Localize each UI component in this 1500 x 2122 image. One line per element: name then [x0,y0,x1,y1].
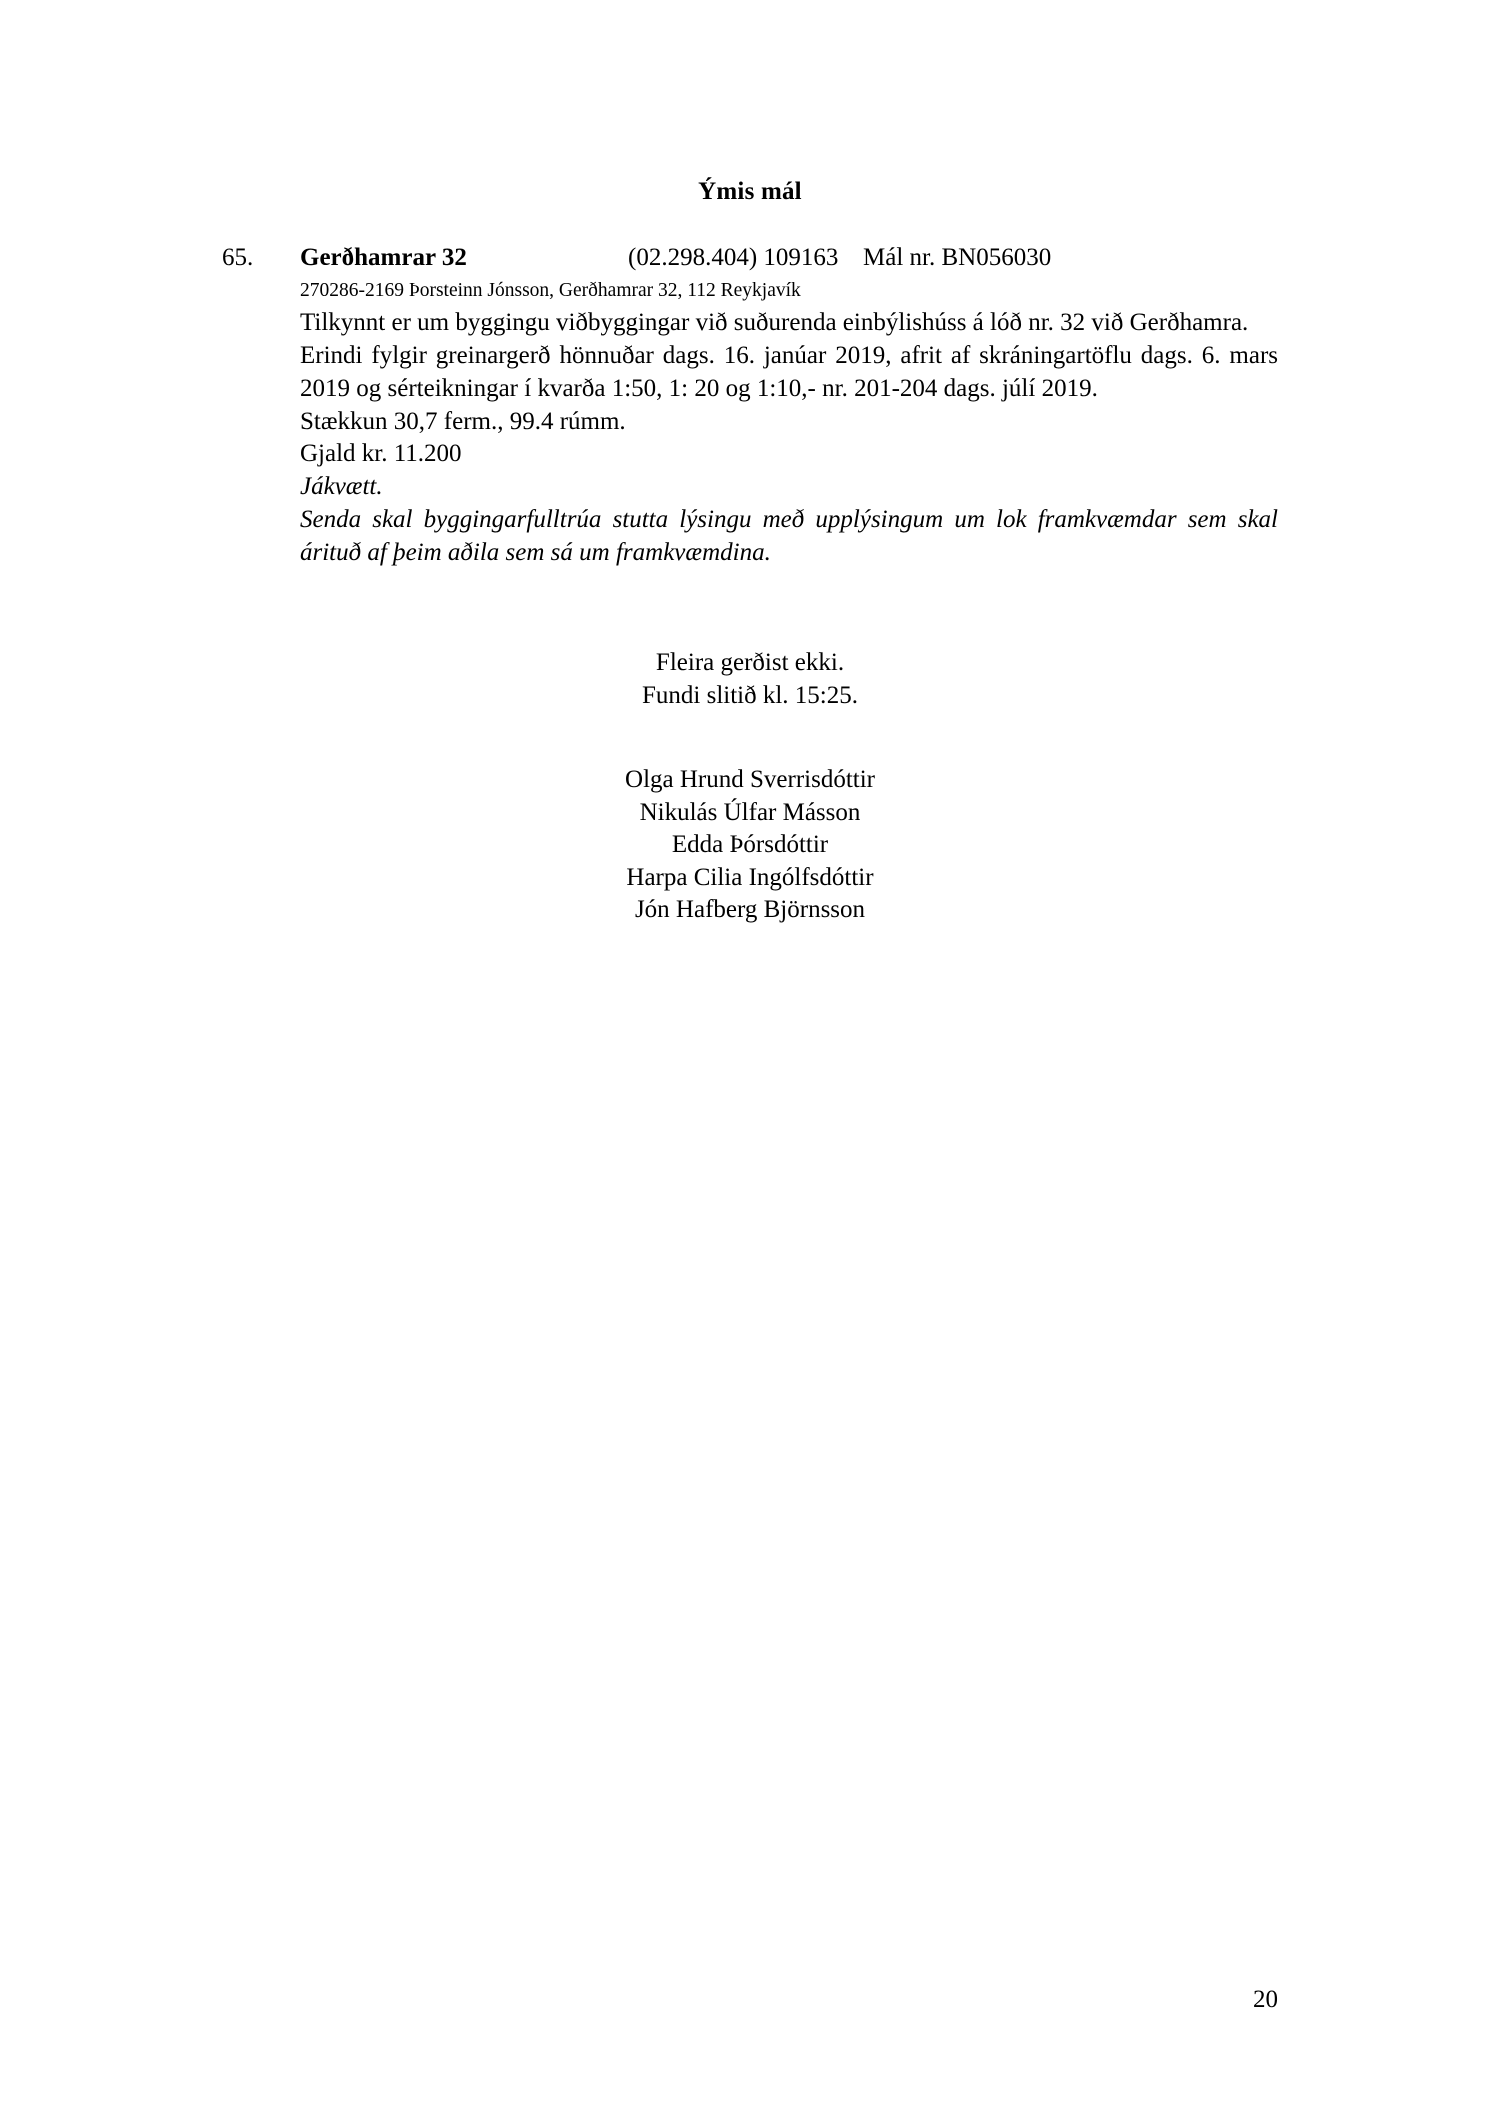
page-number: 20 [1253,1986,1278,2013]
signature-name: Harpa Cilia Ingólfsdóttir [626,863,874,891]
signature-name: Edda Þórsdóttir [671,831,829,859]
entry-decision: Jákvætt. [300,473,383,501]
signature-name: Nikulás Úlfar Másson [639,798,861,826]
signature-name: Jón Hafberg Björnsson [634,896,866,924]
closing-line-2: Fundi slitið kl. 15:25. [641,681,858,709]
closing-line-1: Fleira gerðist ekki. [655,649,845,677]
entry-number: 65. [222,244,254,271]
entry-header-row [228,244,1278,274]
signature-name: Olga Hrund Sverrisdóttir [625,766,875,794]
entry-paragraph-2: Erindi fylgir greinargerð hönnuðar dags. 16. janúar 2019, afrit af skráningartöflu dags. 6. mars 2019 og sérteikningar í kvarða 1:50, 1: 20 og 1:10,- nr. 201-204 dags. júlí 2019. [300,342,1278,402]
signature-block [0,764,1500,927]
agenda-entry [0,244,1500,569]
entry-body [228,307,1278,569]
entry-note: Senda skal byggingarfulltrúa stutta lýsingu með upplýsingum um lok framkvæmdar sem skal árituð af þeim aðila sem sá um framkvæmdina. [300,505,1278,566]
entry-owner-line: 270286-2169 Þorsteinn Jónsson, Gerðhamrar 32, 112 Reykjavík [300,280,801,301]
entry-title: Gerðhamrar 32 [300,244,467,271]
section-heading: Ýmis mál [698,178,802,205]
entry-paragraph-3: Stækkun 30,7 ferm., 99.4 rúmm. [300,407,626,435]
entry-case-number: Mál nr. BN056030 [863,244,1052,271]
entry-paragraph-1: Tilkynnt er um byggingu viðbyggingar við suðurenda einbýlishúss á lóð nr. 32 við Gerðhamra. [300,309,1249,337]
closing-block [0,647,1500,712]
entry-paragraph-4: Gjald kr. 11.200 [300,440,462,468]
entry-property-code: (02.298.404) 109163 [628,244,839,271]
